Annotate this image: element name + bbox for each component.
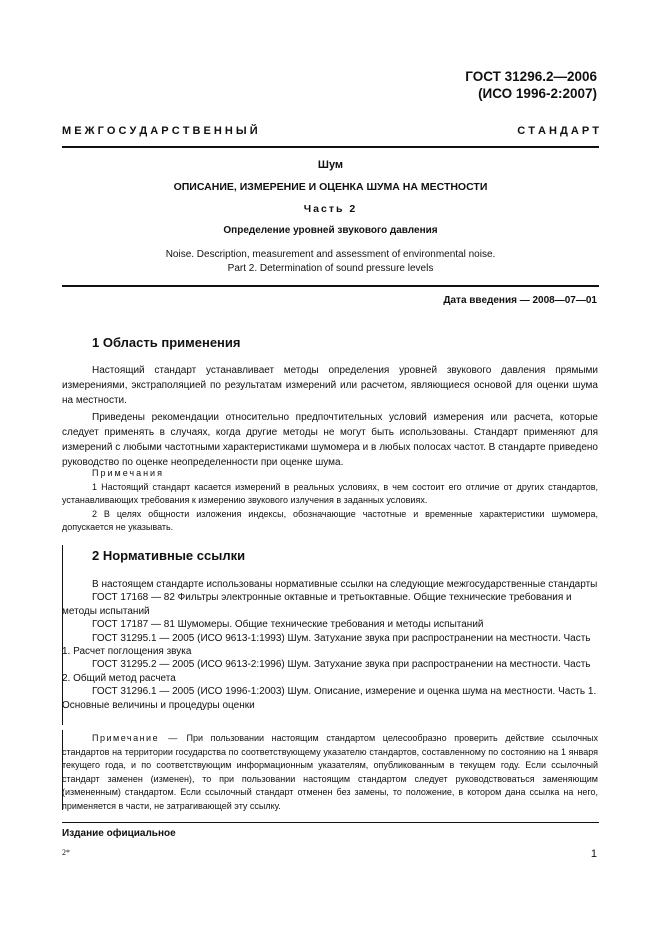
title-part: Часть 2 bbox=[303, 203, 358, 215]
english-title-line-1: Noise. Description, measurement and assessment of environmental noise. bbox=[165, 249, 496, 260]
note-label: Примечание — bbox=[92, 733, 179, 743]
section-1-paragraph-1: Настоящий стандарт устанавливает методы определения уровней звукового давления прямыми измерениями, экстраполяцией по результатам измерений или расчетом, являющиеся основой для оценки шума на местности. bbox=[62, 365, 598, 406]
references-note-text bbox=[62, 732, 598, 813]
banner-word-standard: С Т А Н Д А Р Т bbox=[517, 125, 599, 137]
note-2: 2 В целях общности изложения индексы, обозначающие частотные и временные характеристики шумомера, допускается не указывать. bbox=[62, 508, 598, 532]
standard-designation bbox=[465, 68, 597, 102]
title-subtitle: Определение уровней звукового давления bbox=[223, 225, 438, 236]
reference-item: ГОСТ 31296.1 — 2005 (ИСО 1996-1:2003) Шум. Описание, измерение и оценка шума на местности. Часть 1. Основные величины и процедуры оценки bbox=[62, 686, 597, 711]
signature-mark: 2* bbox=[62, 848, 70, 857]
standard-type-banner bbox=[62, 125, 599, 137]
section-1-notes bbox=[62, 467, 598, 535]
section-1-body bbox=[62, 363, 598, 470]
references-intro: В настоящем стандарте использованы нормативные ссылки на следующие межгосударственные стандарты bbox=[92, 579, 598, 590]
reference-item: ГОСТ 17168 — 82 Фильтры электронные октавные и третьоктавные. Общие технические требования и методы испытаний bbox=[62, 592, 572, 617]
page-number: 1 bbox=[590, 848, 597, 860]
note-body: При пользовании настоящим стандартом целесообразно проверить действие ссылочных стандартов на территории государства по соответствующему указателю стандартов, составленному по состоянию на 1 января текущего года, и по соответствующим информационным указателям, опубликованным в текущем году. Если ссылочный стандарт заменен (изменен), то при пользовании настоящим стандартом следует руководствоваться заменяющим (измененным) стандартом. Если ссылочный стандарт отменен без замены, то положение, в котором дана ссылка на него, применяется в части, не затрагивающей эту ссылку. bbox=[62, 733, 599, 811]
title-main: ОПИСАНИЕ, ИЗМЕРЕНИЕ И ОЦЕНКА ШУМА НА МЕСТНОСТИ bbox=[173, 181, 488, 193]
notes-heading: Примечания bbox=[92, 468, 164, 478]
banner-rule bbox=[62, 146, 599, 148]
iso-number: (ИСО 1996-2:2007) bbox=[478, 86, 597, 101]
title-english bbox=[62, 248, 599, 276]
official-edition: Издание официальное bbox=[62, 828, 176, 839]
section-1-heading: 1 Область применения bbox=[92, 335, 241, 350]
normative-references bbox=[62, 578, 598, 712]
reference-item: ГОСТ 31295.2 — 2005 (ИСО 9613-2:1996) Шум. Затухание звука при распространении на местности. Часть 2. Общий метод расчета bbox=[62, 659, 591, 684]
section-2-heading: 2 Нормативные ссылки bbox=[92, 548, 246, 563]
footer-rule bbox=[62, 822, 599, 823]
introduction-date: Дата введения — 2008—07—01 bbox=[443, 295, 597, 306]
reference-item: ГОСТ 31295.1 — 2005 (ИСО 9613-1:1993) Шум. Затухание звука при распространении на местности. Часть 1. Расчет поглощения звука bbox=[62, 632, 591, 658]
banner-word-interstate: М Е Ж Г О С У Д А Р С Т В Е Н Н Ы Й bbox=[62, 125, 258, 137]
references-note bbox=[62, 732, 598, 813]
note-1: 1 Настоящий стандарт касается измерений в реальных условиях, в чем состоит его отличие от других стандартов, устанавливающих требования к измерению звукового излучения в заданных условиях. bbox=[62, 481, 598, 505]
english-title-line-2: Part 2. Determination of sound pressure levels bbox=[227, 263, 434, 274]
reference-item: ГОСТ 17187 — 81 Шумомеры. Общие технические требования и методы испытаний bbox=[92, 619, 484, 631]
section-1-paragraph-2: Приведены рекомендации относительно предпочтительных условий измерения или расчета, которые следует применять в случаях, когда другие методы не могут быть использованы. Стандарт применяют для измерений с любыми частотными характеристиками шумомера и в любых полосах частот. В стандарте приведено руководство по оценке неопределенности при оценке шума. bbox=[62, 412, 598, 468]
title-rule bbox=[62, 285, 599, 287]
title-subject: Шум bbox=[317, 159, 344, 171]
gost-number: ГОСТ 31296.2—2006 bbox=[465, 69, 597, 84]
